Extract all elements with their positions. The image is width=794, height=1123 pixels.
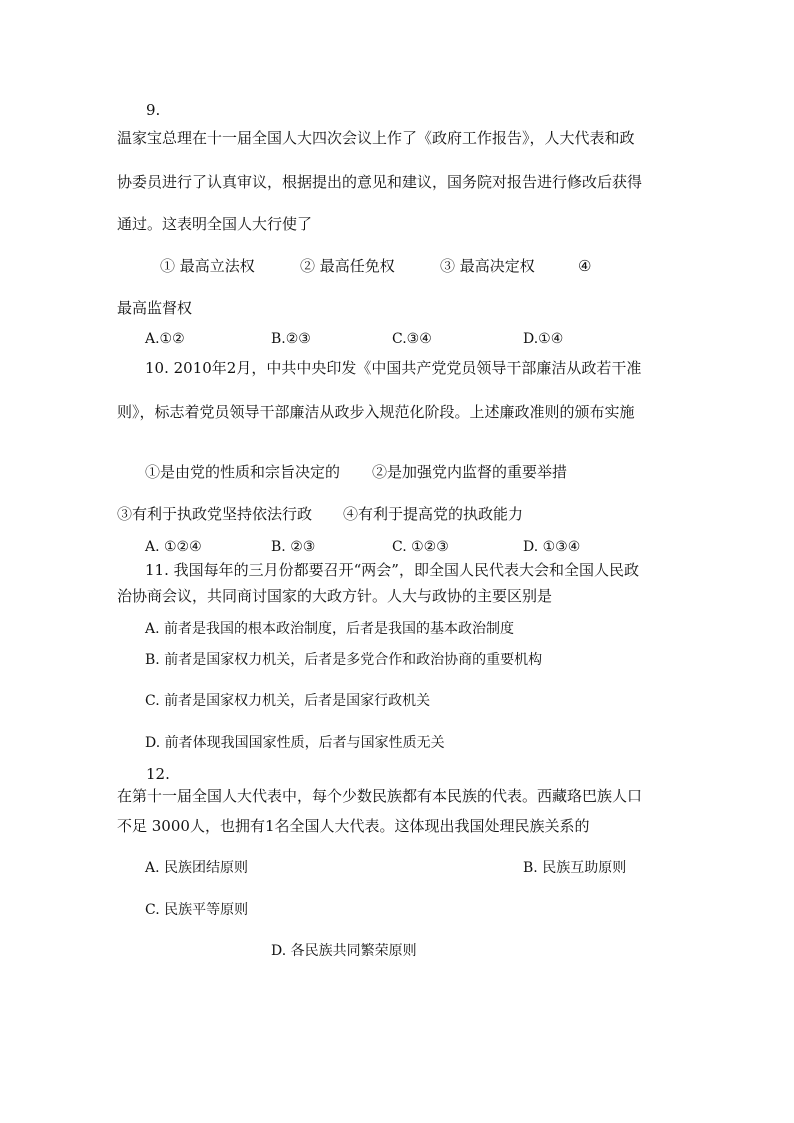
q11-stem-line: 11. 我国每年的三月份都要召开“两会”，即全国人民代表大会和全国人民政 <box>145 561 639 579</box>
q10-stem-line: 10. 2010年2月，中共中央印发《中国共产党党员领导干部廉洁从政若干准 <box>145 359 642 377</box>
q9-stem-line: 通过。这表明全国人大行使了 <box>117 215 313 233</box>
q10-option-d: D. ①③④ <box>523 539 581 555</box>
q10-stem-line: 则》，标志着党员领导干部廉洁从政步入规范化阶段。上述廉政准则的颁布实施 <box>117 403 635 421</box>
q9-item: ② 最高任免权 <box>300 257 395 275</box>
q10-item: ③有利于执政党坚持依法行政 <box>117 505 313 523</box>
q10-option-a: A. ①②④ <box>145 539 202 555</box>
q9-number: 9. <box>146 101 161 119</box>
q9-option-d: D.①④ <box>523 331 564 347</box>
q12-stem-line: 不足 3000人，也拥有1名全国人大代表。这体现出我国处理民族关系的 <box>117 817 590 835</box>
q9-item: ④ <box>578 257 592 275</box>
q11-option-d: D. 前者体现我国国家性质，后者与国家性质无关 <box>145 735 445 751</box>
q10-option-c: C. ①②③ <box>392 539 449 555</box>
q11-option-b: B. 前者是国家权力机关，后者是多党合作和政治协商的重要机构 <box>145 652 543 668</box>
q9-item-wrap: 最高监督权 <box>117 299 193 317</box>
q10-item: ②是加强党内监督的重要举措 <box>372 463 568 481</box>
q12-stem-line: 在第十一届全国人大代表中，每个少数民族都有本民族的代表。西藏珞巴族人口 <box>117 787 643 805</box>
q9-option-c: C.③④ <box>392 331 432 347</box>
q12-number: 12. <box>146 765 170 783</box>
q11-option-c: C. 前者是国家权力机关，后者是国家行政机关 <box>145 693 431 709</box>
q12-option-c: C. 民族平等原则 <box>145 902 249 918</box>
q12-option-a: A. 民族团结原则 <box>145 860 249 876</box>
q12-option-b: B. 民族互助原则 <box>523 860 627 876</box>
q9-stem-line: 温家宝总理在十一届全国人大四次会议上作了《政府工作报告》，人大代表和政 <box>117 129 635 147</box>
q9-stem-line: 协委员进行了认真审议，根据提出的意见和建议，国务院对报告进行修改后获得 <box>117 173 643 191</box>
q10-option-b: B. ②③ <box>271 539 316 555</box>
q9-option-a: A.①② <box>145 331 185 347</box>
q11-option-a: A. 前者是我国的根本政治制度，后者是我国的基本政治制度 <box>145 621 515 637</box>
q9-item: ① 最高立法权 <box>160 257 255 275</box>
q10-item: ①是由党的性质和宗旨决定的 <box>145 463 341 481</box>
q12-option-d: D. 各民族共同繁荣原则 <box>271 943 417 959</box>
q9-item: ③ 最高决定权 <box>440 257 535 275</box>
q9-option-b: B.②③ <box>271 331 311 347</box>
q10-item: ④有利于提高党的执政能力 <box>343 505 524 523</box>
q11-stem-line: 治协商会议，共同商讨国家的大政方针。人大与政协的主要区别是 <box>117 587 553 605</box>
